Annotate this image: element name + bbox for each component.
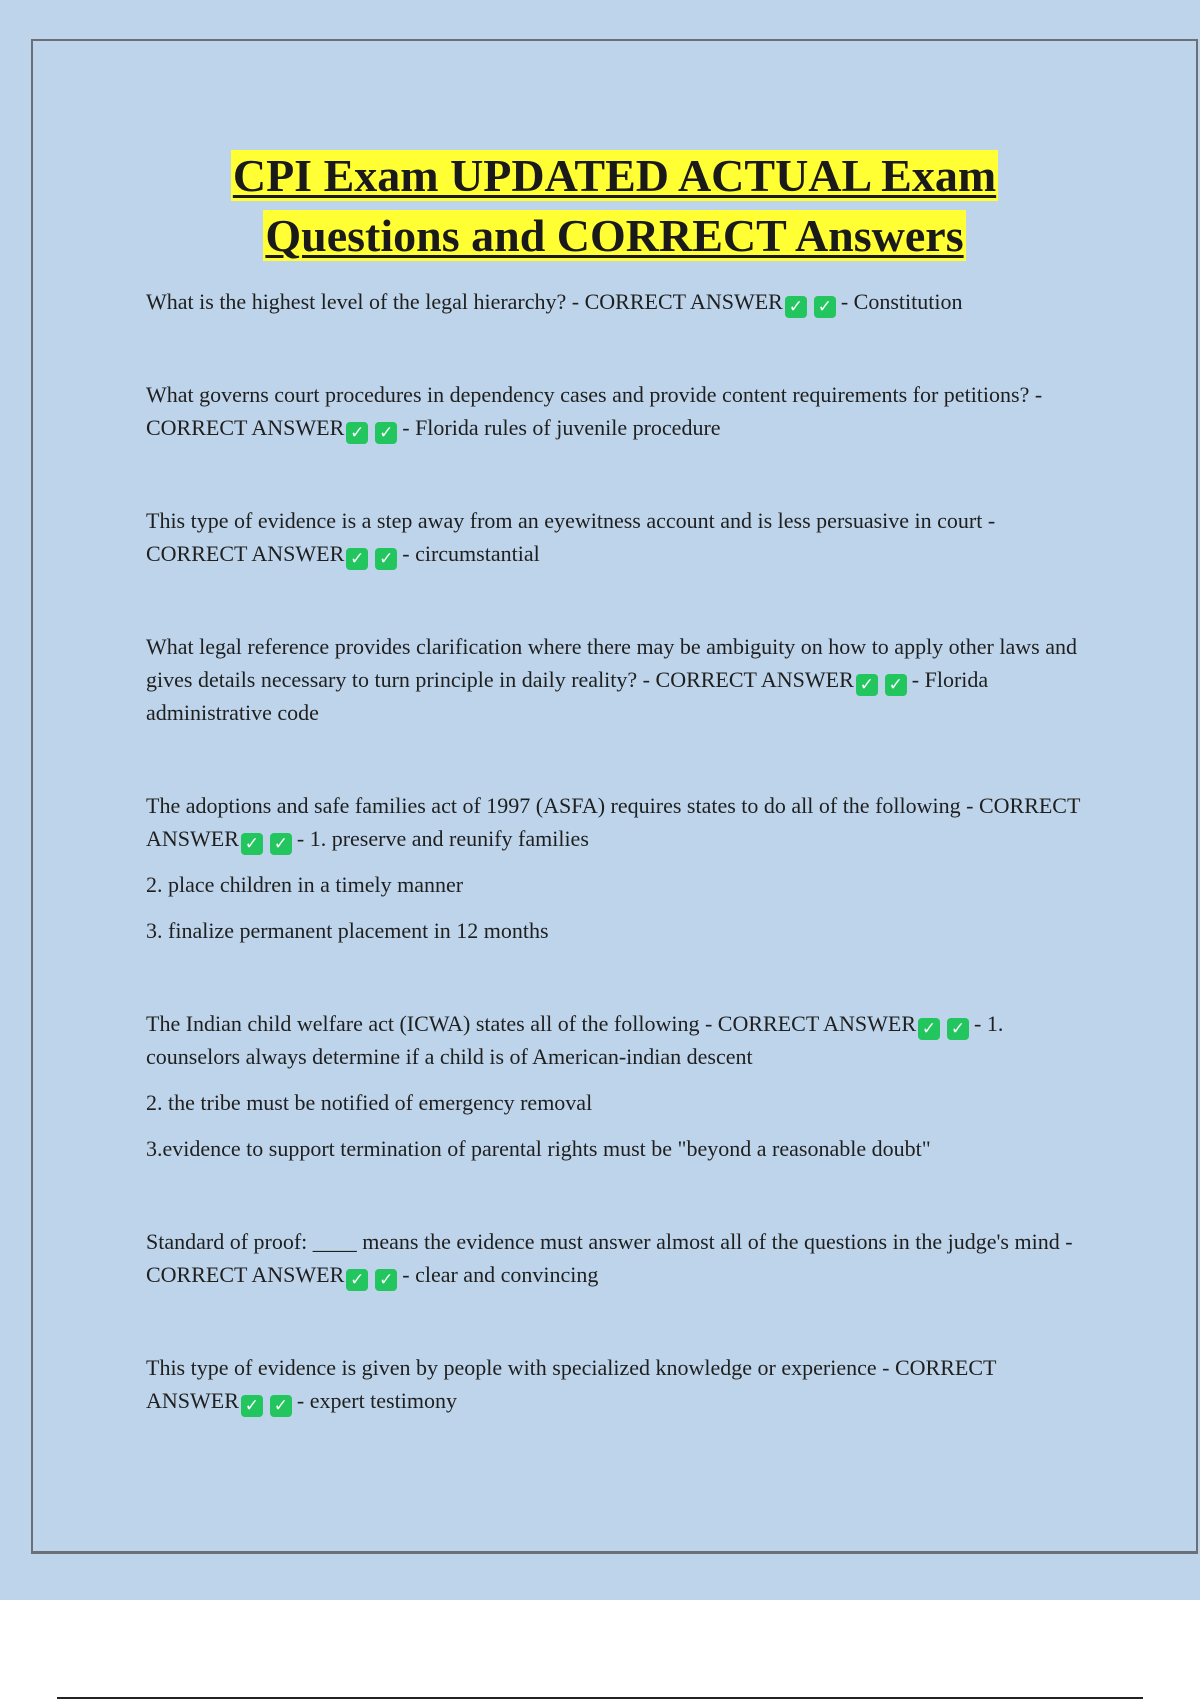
qa-item [146, 504, 1086, 570]
answer-text: - circumstantial [402, 541, 540, 566]
qa-text [146, 789, 1086, 855]
qa-item [146, 789, 1086, 947]
green-checkmark-icon: ✓ [375, 1269, 397, 1291]
title-line-2: Questions and CORRECT Answers [265, 210, 964, 261]
qa-text [146, 1225, 1086, 1291]
qa-text [146, 1351, 1086, 1417]
answer-marker: CORRECT ANSWER [655, 667, 854, 692]
qa-text [146, 630, 1086, 729]
qa-text [146, 378, 1086, 444]
footer-divider [57, 1697, 1143, 1699]
qa-item [146, 1351, 1086, 1417]
qa-text [146, 504, 1086, 570]
answer-marker: CORRECT ANSWER [146, 1355, 997, 1413]
question-text: This type of evidence is given by people with specialized knowledge or experience - [146, 1355, 895, 1380]
green-checkmark-icon: ✓ [885, 674, 907, 696]
green-checkmark-icon: ✓ [241, 833, 263, 855]
title-line-1: CPI Exam UPDATED ACTUAL Exam [232, 150, 997, 201]
qa-item [146, 378, 1086, 444]
green-checkmark-icon: ✓ [947, 1018, 969, 1040]
answer-text: - 1. preserve and reunify families [296, 826, 589, 851]
question-text: Standard of proof: ____ means the evidence must answer almost all of the questions in the judge's mind - [146, 1229, 1073, 1254]
green-checkmark-icon: ✓ [856, 674, 878, 696]
answer-list-item: 2. the tribe must be notified of emergency removal [146, 1090, 593, 1115]
answer-marker: CORRECT ANSWER [146, 793, 1081, 851]
question-text: The adoptions and safe families act of 1997 (ASFA) requires states to do all of the following - [146, 793, 979, 818]
answer-text: - Florida administrative code [146, 667, 989, 725]
green-checkmark-icon: ✓ [814, 296, 836, 318]
green-checkmark-icon: ✓ [375, 548, 397, 570]
qa-item [146, 285, 1086, 318]
question-text: This type of evidence is a step away from an eyewitness account and is less persuasive in court - [146, 508, 996, 533]
qa-text [146, 1007, 1086, 1073]
answer-marker: CORRECT ANSWER [717, 1011, 917, 1036]
answer-list-item: 3. finalize permanent placement in 12 months [146, 918, 549, 943]
answer-marker: CORRECT ANSWER [584, 289, 783, 314]
question-text: What governs court procedures in dependency cases and provide content requirements for petitions? - [146, 382, 1043, 407]
qa-item [146, 630, 1086, 729]
question-text: What legal reference provides clarification where there may be ambiguity on how to apply other laws and gives details necessary to turn principle in daily reality? - [146, 634, 1077, 692]
answer-text: - 1. counselors always determine if a child is of American-indian descent [146, 1011, 1004, 1069]
green-checkmark-icon: ✓ [785, 296, 807, 318]
green-checkmark-icon: ✓ [241, 1395, 263, 1417]
qa-text [146, 285, 1086, 318]
green-checkmark-icon: ✓ [346, 1269, 368, 1291]
answer-text: - Constitution [840, 289, 963, 314]
document-title [31, 146, 1198, 266]
answer-marker: CORRECT ANSWER [146, 415, 345, 440]
answer-marker: CORRECT ANSWER [146, 541, 345, 566]
qa-item [146, 1225, 1086, 1291]
answer-text: - clear and convincing [402, 1262, 599, 1287]
green-checkmark-icon: ✓ [375, 422, 397, 444]
answer-list-item: 3.evidence to support termination of parental rights must be "beyond a reasonable doubt" [146, 1136, 931, 1161]
green-checkmark-icon: ✓ [270, 833, 292, 855]
qa-list [146, 285, 1086, 1417]
green-checkmark-icon: ✓ [346, 548, 368, 570]
question-text: What is the highest level of the legal hierarchy? - [146, 289, 585, 314]
answer-marker: CORRECT ANSWER [146, 1262, 345, 1287]
answer-text: - Florida rules of juvenile procedure [402, 415, 721, 440]
question-text: The Indian child welfare act (ICWA) states all of the following - [146, 1011, 718, 1036]
green-checkmark-icon: ✓ [270, 1395, 292, 1417]
qa-item [146, 1007, 1086, 1165]
green-checkmark-icon: ✓ [346, 422, 368, 444]
answer-list-item: 2. place children in a timely manner [146, 872, 464, 897]
answer-text: - expert testimony [296, 1388, 457, 1413]
green-checkmark-icon: ✓ [918, 1018, 940, 1040]
